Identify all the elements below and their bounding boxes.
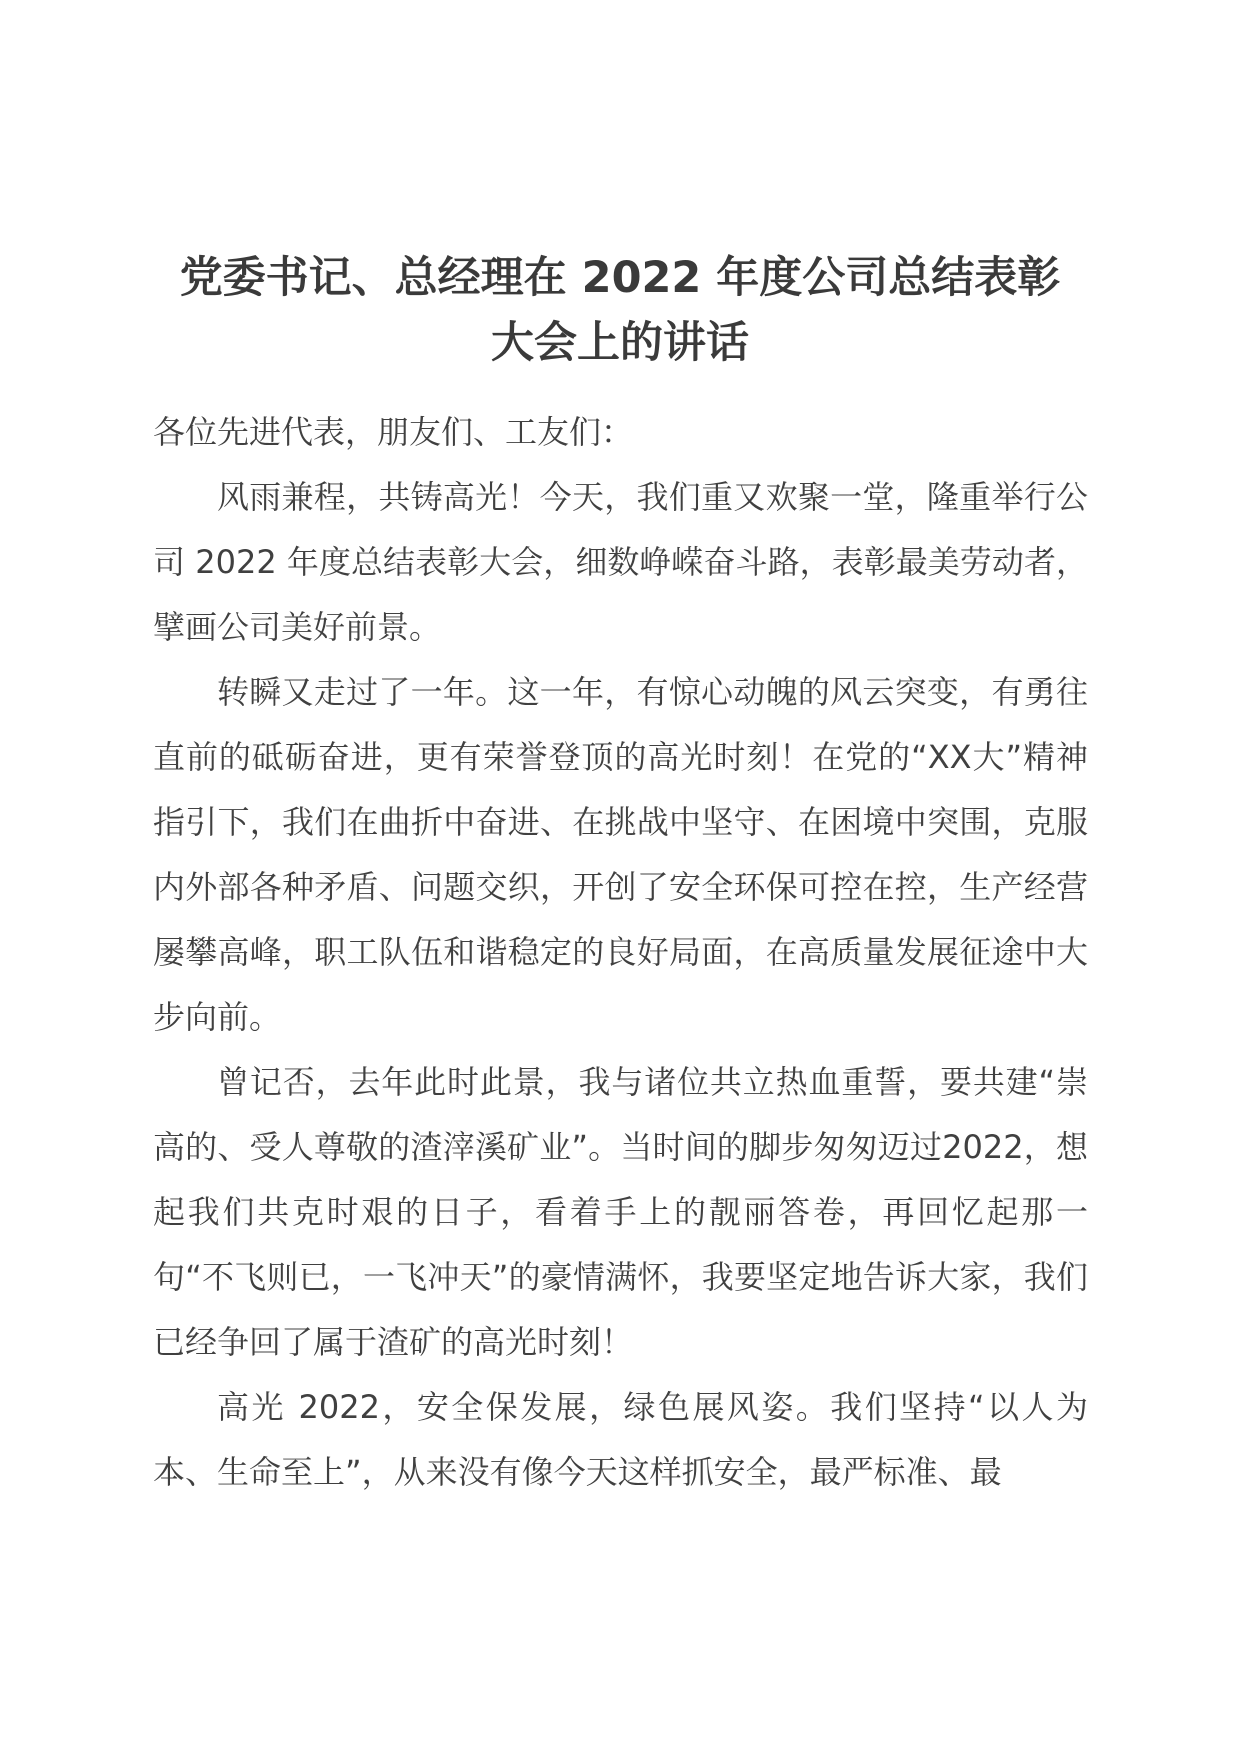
title-line-2: 大会上的讲话 — [491, 318, 749, 368]
paragraph-4: 高光 2022，安全保发展，绿色展风姿。我们坚持“以人为本、生命至上”，从来没有像今天这样抓安全，最严标准、最 — [153, 1388, 1088, 1491]
paragraph-2: 转瞬又走过了一年。这一年，有惊心动魄的风云突变，有勇往直前的砥砺奋进，更有荣誉登顶的高光时刻！在党的“XX大”精神指引下，我们在曲折中奋进、在挑战中坚守、在困境中突围，克服内外部各种矛盾、问题交织，开创了安全环保可控在控，生产经营屡攀高峰，职工队伍和谐稳定的良好局面，在高质量发展征途中大步向前。 — [153, 673, 1088, 1036]
title-line-1: 党委书记、总经理在 2022 年度公司总结表彰 — [179, 253, 1061, 303]
paragraph-1: 风雨兼程，共铸高光！今天，我们重又欢聚一堂，隆重举行公司 2022 年度总结表彰大会，细数峥嵘奋斗路，表彰最美劳动者，擘画公司美好前景。 — [153, 478, 1088, 646]
document-title — [150, 246, 1090, 376]
paragraph-3: 曾记否，去年此时此景，我与诸位共立热血重誓，要共建“崇高的、受人尊敬的渣滓溪矿业”。当时间的脚步匆匆迈过2022，想起我们共克时艰的日子，看着手上的靓丽答卷，再回忆起那一句“不飞则已，一飞冲天”的豪情满怀，我要坚定地告诉大家，我们已经争回了属于渣矿的高光时刻！ — [153, 1063, 1088, 1361]
document-body — [153, 400, 1088, 1505]
salutation: 各位先进代表，朋友们、工友们： — [153, 413, 634, 451]
